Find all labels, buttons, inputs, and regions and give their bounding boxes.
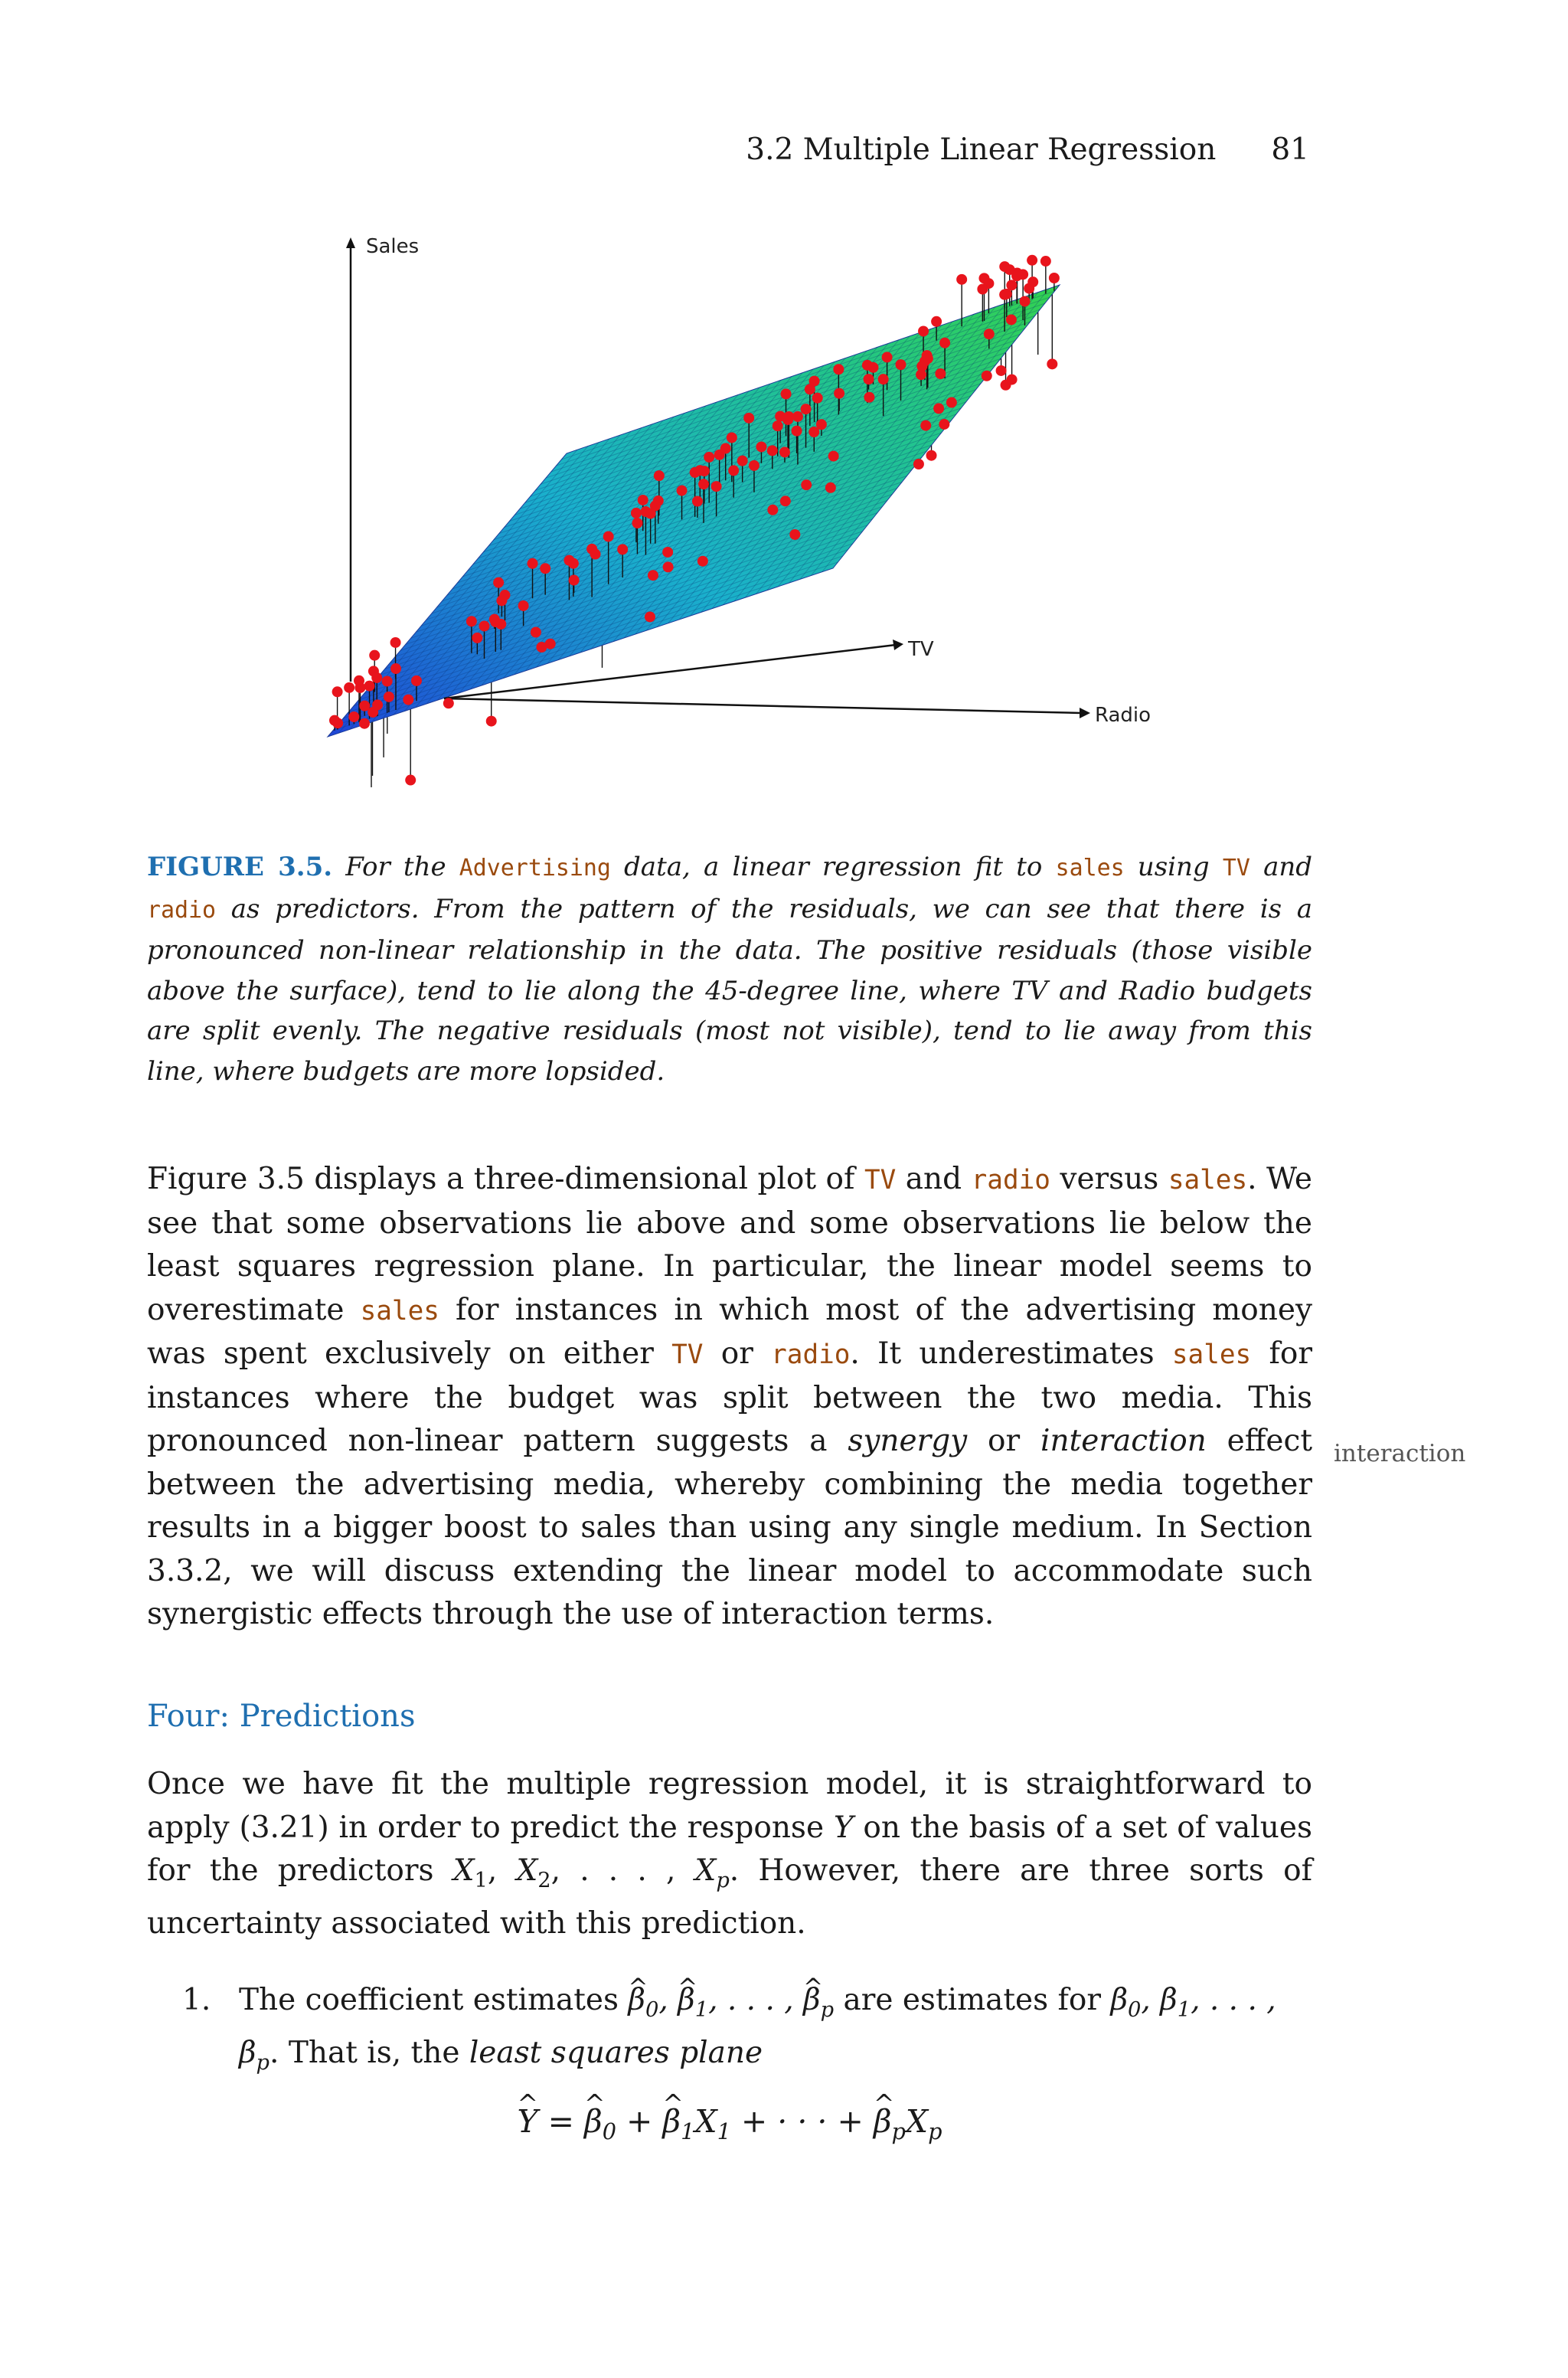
regression-3d-figure	[306, 222, 1179, 804]
observation-point	[956, 274, 967, 285]
list-item	[182, 1979, 1312, 2085]
emphasis-synergy: synergy	[848, 1424, 968, 1458]
observation-point	[984, 329, 995, 339]
radio-axis-arrow	[1080, 708, 1090, 718]
observation-point	[999, 261, 1010, 272]
observation-point	[783, 411, 794, 422]
observation-point	[359, 701, 370, 711]
observation-point	[603, 532, 614, 542]
emphasis-interaction: interaction	[1040, 1424, 1207, 1458]
observation-point	[617, 544, 628, 554]
text: . We see that some observations lie above and some observations lie below the least squares regression plane. In particular, the linear model seems to overestimate	[147, 1162, 1312, 1327]
observation-point	[390, 637, 401, 648]
tv-axis-arrow	[893, 639, 903, 650]
text: . It underestimates	[850, 1336, 1172, 1371]
observation-point	[648, 570, 658, 581]
code-tv: TV	[864, 1165, 897, 1196]
observation-point	[1027, 255, 1037, 266]
observation-point	[801, 404, 812, 414]
text: are estimates for	[834, 1983, 1111, 2017]
math-x: X	[516, 1853, 538, 1888]
observation-point	[411, 675, 422, 686]
code-radio: radio	[971, 1165, 1050, 1196]
math-x: X	[694, 1853, 717, 1888]
text: . That is, the	[270, 2036, 469, 2071]
observation-point	[920, 420, 931, 431]
text: effect between the advertising media, whereby combining the media together results in a bigger boost to sales than using any single medium. In Section 3.3.2, we will discuss extending the linear model to accommodate such synergistic effects through the use of interaction terms.	[147, 1424, 1312, 1631]
observation-point	[369, 650, 380, 661]
observation-point	[982, 371, 992, 381]
observation-point	[923, 353, 933, 364]
observation-point	[486, 716, 497, 727]
observation-point	[540, 563, 550, 574]
observation-point	[677, 486, 688, 496]
observation-point	[472, 633, 482, 643]
observation-point	[329, 715, 340, 726]
observation-point	[727, 432, 737, 443]
observation-point	[663, 561, 674, 572]
tv-axis-label: TV	[908, 638, 934, 661]
observation-point	[780, 496, 791, 506]
observation-point	[828, 451, 839, 462]
observation-point	[382, 676, 393, 687]
math-y: Y	[833, 1810, 854, 1845]
observation-point	[371, 672, 382, 683]
figure-label: FIGURE 3.5.	[147, 852, 333, 882]
observation-point	[443, 698, 454, 708]
observation-point	[372, 699, 383, 710]
observation-point	[1024, 283, 1034, 294]
observation-point	[466, 616, 477, 626]
caption-text: For the	[332, 852, 459, 882]
observation-point	[645, 509, 656, 519]
observation-point	[654, 470, 665, 481]
observation-point	[359, 718, 370, 729]
observation-point	[332, 686, 343, 697]
observation-point	[935, 368, 946, 379]
text: Figure 3.5 displays a three-dimensional plot of	[147, 1162, 864, 1196]
observation-point	[977, 283, 988, 294]
observation-point	[767, 445, 778, 456]
observation-point	[781, 388, 792, 399]
code-advertising: Advertising	[459, 855, 611, 882]
body-paragraph-synergy	[147, 1158, 1312, 1637]
math-sub: p	[716, 1868, 730, 1892]
code-tv: TV	[1222, 855, 1250, 882]
beta-list: $\beta_0$, $\beta_1$, . . . , $\beta_p$	[239, 1983, 1276, 2075]
section-heading: Four: Predictions	[147, 1699, 416, 1734]
observation-point	[809, 376, 820, 387]
observation-point	[833, 364, 844, 375]
observation-point	[789, 529, 800, 540]
math-sub: 1	[474, 1868, 488, 1892]
observation-point	[1047, 358, 1057, 369]
observation-point	[704, 452, 714, 463]
observation-point	[384, 692, 394, 702]
observation-point	[882, 352, 893, 362]
caption-text: as predictors. From the pattern of the residuals, we can see that there is a pronounced non-linear relationship in the data. The positive residuals (those visible above the surface), tend to lie along the 45-degree line, where TV and Radio budgets are split evenly. The negative residuals (most not visible), tend to lie away from this line, where budgets are more lopsided.	[147, 893, 1312, 1087]
observation-point	[495, 619, 506, 630]
math-dots: , . . . ,	[550, 1853, 695, 1888]
observation-point	[590, 549, 601, 560]
observation-point	[568, 558, 579, 569]
running-head	[145, 127, 1309, 173]
observation-point	[1040, 256, 1051, 267]
observation-point	[878, 374, 889, 384]
text: Once we have fit the multiple regression model, it is straightforward to apply (3.21) in order to predict the response	[147, 1767, 1312, 1845]
observation-point	[569, 575, 580, 586]
caption-text: using	[1124, 852, 1223, 882]
observation-point	[348, 711, 359, 722]
observation-point	[801, 479, 812, 490]
code-sales: sales	[360, 1295, 439, 1326]
observation-point	[518, 600, 529, 611]
display-equation: ^ Y = ^ $\beta_0$ + ^ $\beta_1X_1$ + · · · + ^ $\beta_pX_p$	[147, 2103, 1312, 2144]
text: on the basis of a set of values for the predictors	[147, 1810, 1312, 1888]
text: for instances in which most of the advertising money was spent exclusively on either	[147, 1292, 1312, 1371]
caption-text: and	[1250, 852, 1313, 882]
sales-axis-label: Sales	[366, 235, 420, 258]
observation-point	[996, 365, 1007, 376]
list-item-body	[239, 1979, 1312, 2085]
observation-point	[825, 482, 836, 493]
observation-point	[403, 695, 413, 705]
observation-point	[756, 441, 766, 452]
observation-point	[926, 450, 937, 461]
observation-point	[638, 495, 648, 505]
observation-point	[743, 413, 754, 424]
observation-point	[918, 325, 929, 336]
observation-point	[816, 419, 827, 430]
observation-point	[767, 505, 778, 515]
text: . However, there are three sorts of uncertainty associated with this prediction.	[147, 1853, 1313, 1941]
observation-point	[812, 393, 823, 404]
observation-point	[864, 374, 874, 384]
text: or	[703, 1336, 772, 1371]
text: for instances where the budget was split between the two media. This pronounced non-linear pattern suggests a	[147, 1336, 1312, 1458]
text: and	[896, 1162, 972, 1196]
observation-point	[479, 620, 490, 631]
observation-point	[867, 362, 878, 373]
observation-point	[779, 446, 790, 457]
math-x: X	[452, 1853, 475, 1888]
observation-point	[737, 456, 748, 466]
observation-point	[1018, 269, 1028, 280]
observation-point	[692, 496, 703, 506]
radio-axis-label: Radio	[1095, 704, 1152, 727]
observation-point	[1049, 273, 1060, 283]
code-sales: sales	[1171, 1339, 1252, 1370]
math-sub: 2	[537, 1868, 551, 1892]
text: or	[967, 1424, 1040, 1458]
observation-point	[662, 547, 673, 558]
text: versus	[1050, 1162, 1168, 1196]
observation-point	[405, 775, 416, 786]
observation-point	[698, 479, 709, 489]
sales-axis-arrow	[346, 237, 355, 248]
observation-point	[528, 558, 538, 569]
list-number: 1.	[182, 1983, 211, 2017]
observation-point	[714, 450, 725, 460]
observation-point	[939, 338, 950, 348]
observation-point	[933, 403, 944, 414]
observation-point	[1006, 314, 1017, 325]
observation-point	[931, 316, 942, 327]
observation-point	[946, 397, 957, 408]
observation-point	[792, 426, 802, 437]
text: The coefficient estimates	[239, 1983, 629, 2017]
code-sales: sales	[1168, 1165, 1248, 1196]
observation-point	[1020, 296, 1031, 306]
observation-point	[834, 388, 844, 399]
observation-point	[896, 359, 906, 370]
observation-point	[711, 481, 722, 492]
observation-point	[749, 460, 760, 471]
observation-point	[493, 577, 504, 588]
observation-point	[390, 663, 401, 674]
section-title: 3.2 Multiple Linear Regression	[746, 132, 1217, 167]
observation-point	[939, 419, 949, 430]
emphasis-least-squares-plane: least squares plane	[469, 2036, 763, 2071]
observation-point	[354, 675, 364, 686]
observation-point	[699, 466, 710, 476]
observation-point	[1007, 375, 1018, 385]
observation-point	[344, 682, 354, 693]
observation-point	[864, 392, 874, 403]
observation-point	[697, 556, 708, 567]
beta-hat-list: ^ $\beta_0$, ^ $\beta_1$, . . . , ^ $\beta_p$	[628, 1983, 834, 2017]
figure-caption	[147, 847, 1312, 1091]
observation-point	[999, 289, 1010, 300]
observation-point	[773, 420, 783, 431]
observation-point	[631, 508, 642, 518]
observation-point	[728, 465, 739, 476]
observation-point	[632, 518, 642, 528]
radio-axis	[444, 698, 1081, 713]
code-sales: sales	[1055, 855, 1125, 882]
observation-point	[364, 681, 375, 692]
observation-point	[545, 639, 556, 649]
observation-point	[645, 611, 655, 622]
code-radio: radio	[147, 896, 217, 924]
caption-text: data, a linear regression fit to	[610, 852, 1056, 882]
page-number: 81	[1271, 132, 1309, 167]
margin-note-interaction: interaction	[1334, 1440, 1466, 1467]
code-tv: TV	[671, 1339, 704, 1370]
observation-point	[913, 459, 924, 469]
body-paragraph-predictions: Once we have fit the multiple regression model, it is straightforward to apply (3.21) in order to predict the response Y on the basis of a set of values for the predictors $X_1$, $X_2$, . . . , $X_p$. However, there are three sorts of uncertainty associated with this prediction.	[147, 1767, 1313, 1941]
code-radio: radio	[771, 1339, 851, 1370]
observation-point	[496, 595, 507, 606]
observation-point	[531, 626, 541, 637]
